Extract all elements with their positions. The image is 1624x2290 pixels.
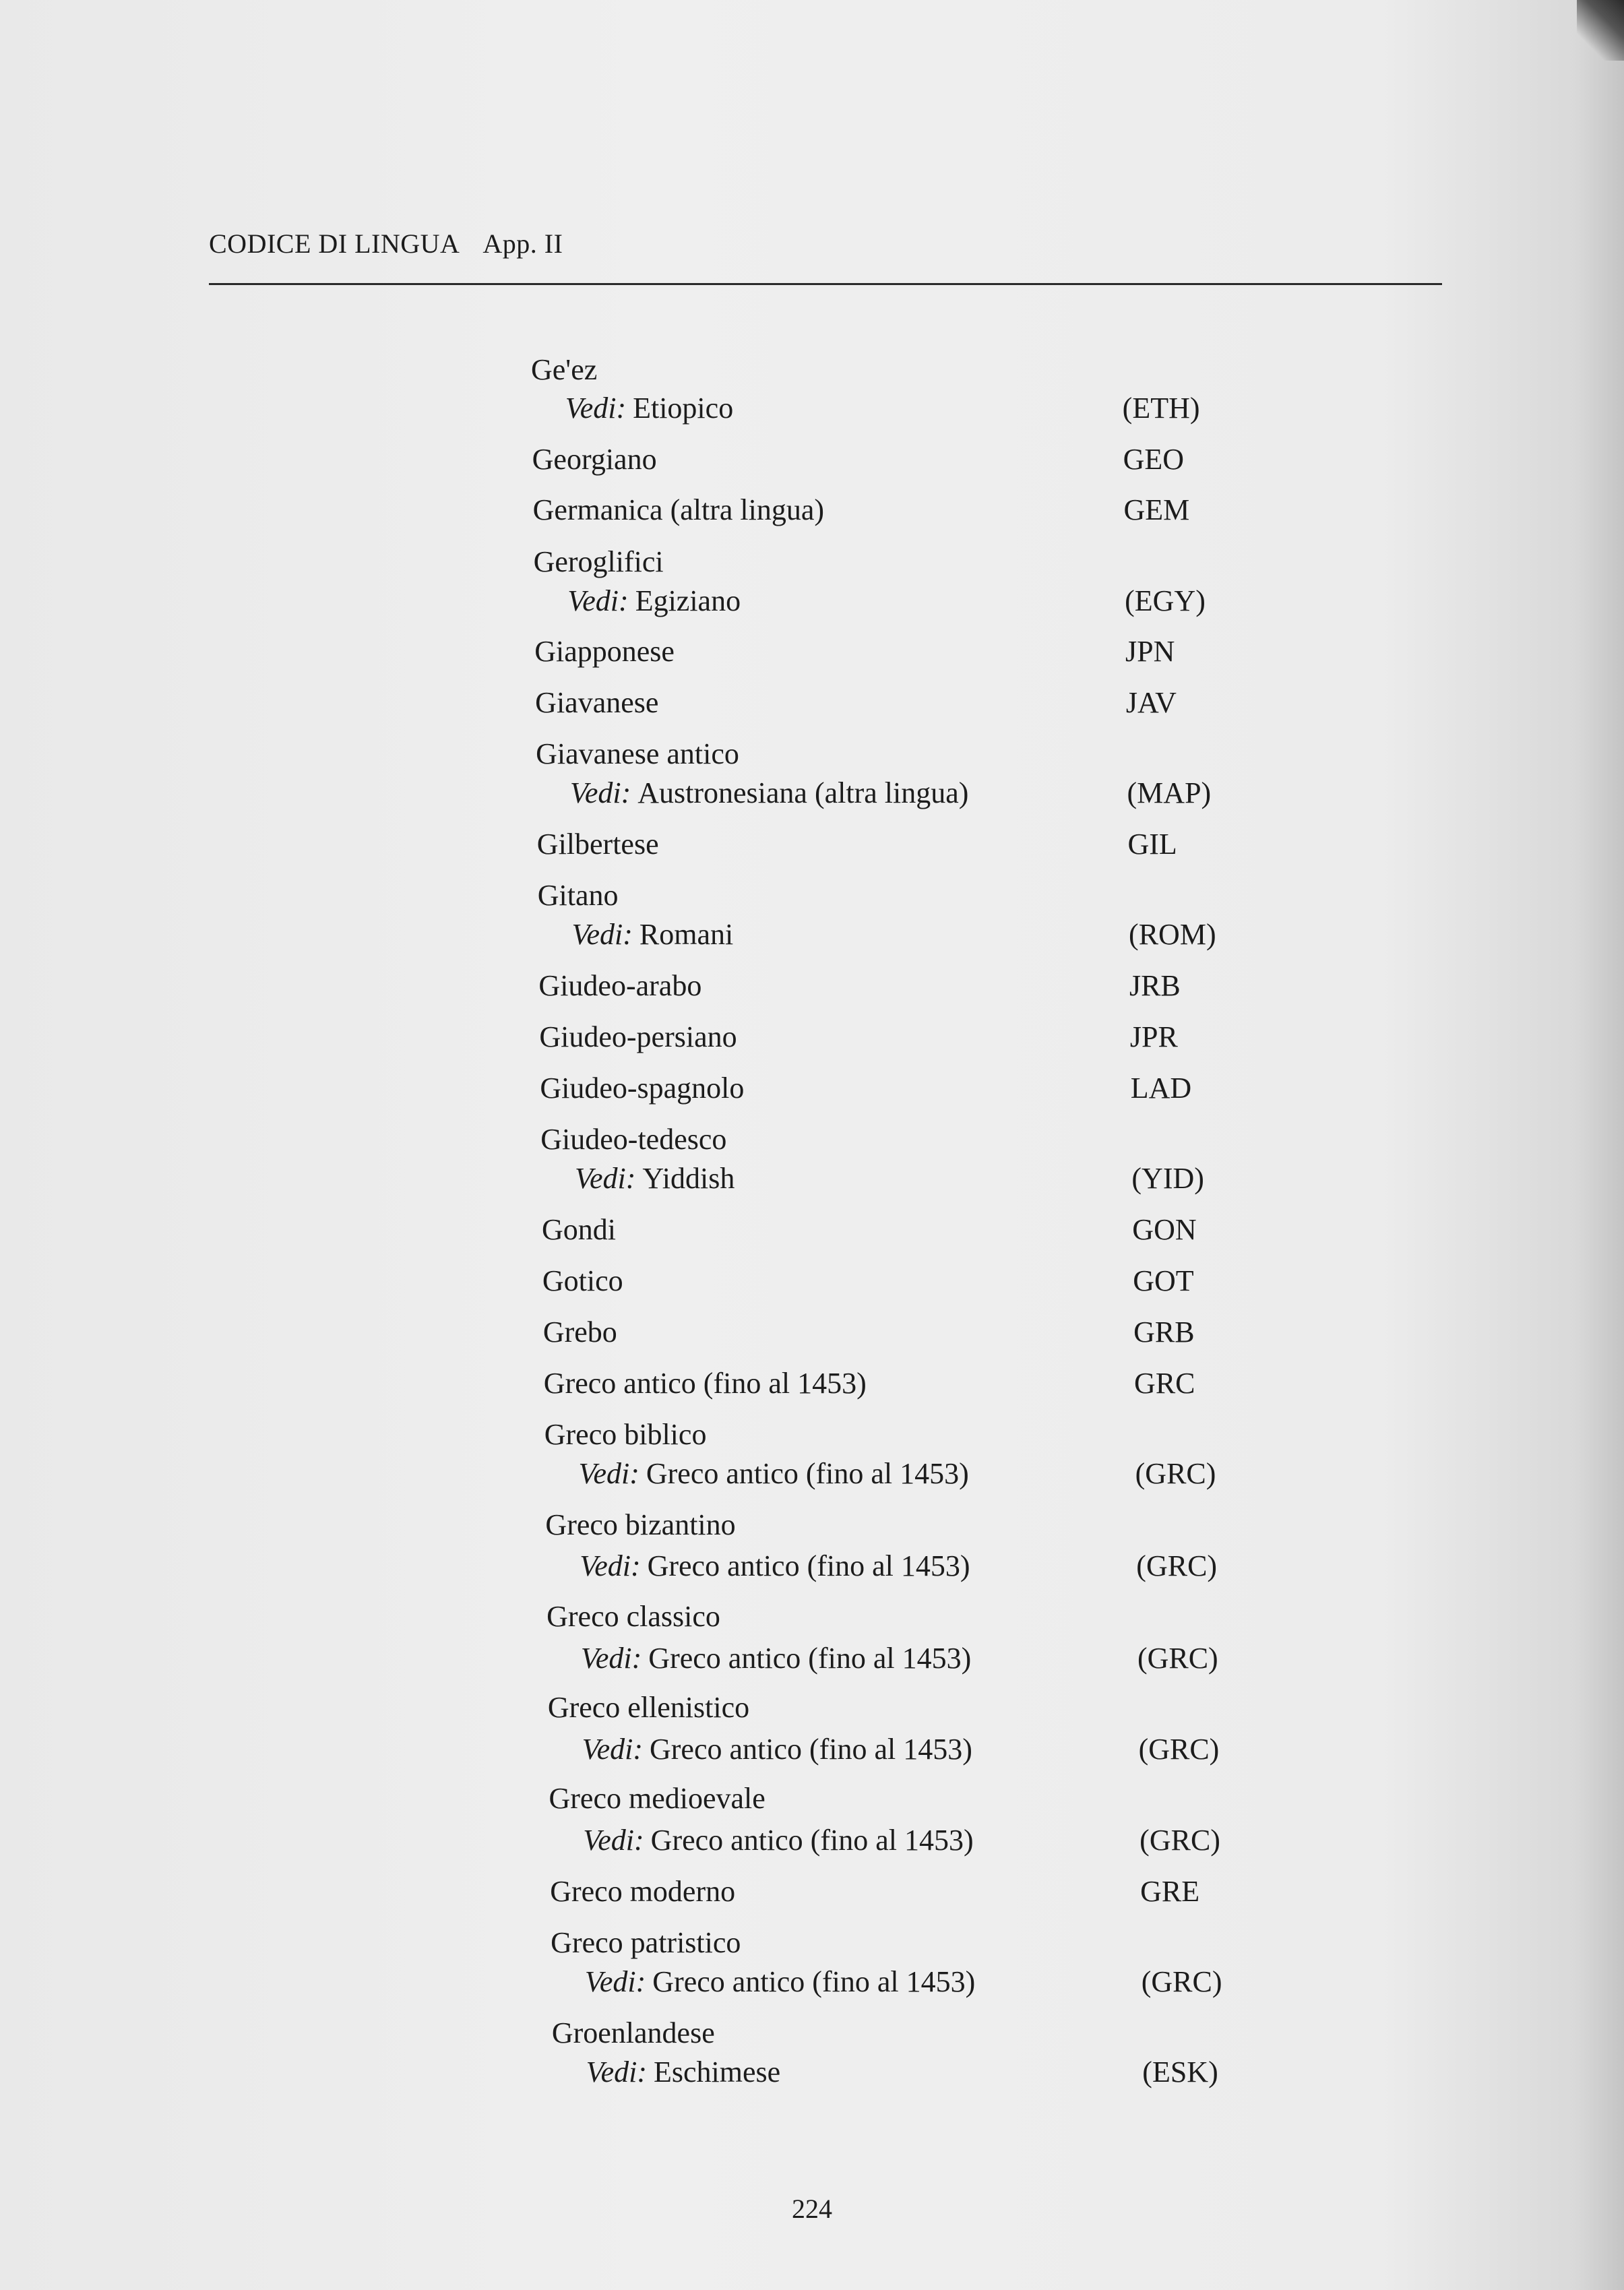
vedi-label: Vedi: [582,1733,643,1766]
language-code: JRB [1129,969,1181,1002]
language-code: (GRC) [1141,1965,1222,1998]
language-name-text: Romani [639,918,734,951]
language-name-text: Greco patristico [551,1926,741,1959]
language-name [538,917,733,952]
language-name-text: Greco antico (fino al 1453) [652,1965,976,1998]
language-name-text: Ge'ez [531,353,598,386]
running-header [209,228,563,259]
language-name [542,1264,623,1298]
language-name [546,1549,970,1583]
language-name-text: Gitano [537,879,619,912]
language-name [552,2016,715,2050]
language-name [536,776,969,810]
language-code: GEM [1123,493,1190,526]
language-code: JPN [1125,635,1175,668]
language-name [546,1599,720,1634]
language-name [536,737,739,771]
language-code: (MAP) [1127,776,1212,809]
language-name [544,1366,867,1400]
language-name [538,968,701,1003]
language-name [549,1823,973,1857]
header-title: CODICE DI LINGUA [209,228,460,259]
language-name-text: Giudeo-spagnolo [540,1072,745,1105]
language-name-text: Greco antico (fino al 1453) [650,1824,974,1857]
language-name [533,493,824,527]
language-name-text: Giapponese [534,635,675,668]
language-name [540,1122,726,1156]
language-name [534,584,741,618]
page-number: 224 [792,2194,832,2224]
language-name-text: Gilbertese [536,828,659,861]
language-code: GRE [1140,1875,1200,1908]
language-code: LAD [1130,1072,1192,1105]
language-name-text: Giudeo-arabo [538,969,702,1002]
language-name-text: Grebo [542,1316,617,1349]
language-name-text: Groenlandese [551,2016,715,2049]
language-code: (ETH) [1122,392,1200,425]
language-code: (GRC) [1138,1733,1220,1766]
language-code: GRB [1133,1316,1195,1349]
vedi-label: Vedi: [565,392,627,425]
language-name [553,2055,781,2089]
header-rule [209,283,1442,285]
language-name [543,1315,617,1349]
language-name [535,685,658,720]
language-name [549,1732,972,1766]
language-name [531,352,597,387]
language-name-text: Egiziano [635,584,741,617]
language-code: JPR [1129,1020,1178,1053]
language-name-text: Greco ellenistico [547,1691,750,1724]
language-name-text: Germanica (altra lingua) [532,493,825,526]
vedi-label: Vedi: [583,1824,644,1857]
language-name-text: Greco classico [546,1600,720,1633]
language-name [545,1508,735,1542]
language-name-text: Greco moderno [550,1875,736,1908]
language-name-text: Giudeo-tedesco [540,1123,727,1156]
language-name [532,391,734,425]
language-name-text: Geroglifici [533,545,664,578]
language-name-text: Greco bizantino [545,1508,736,1541]
vedi-label: Vedi: [569,776,631,809]
language-name [544,1456,968,1491]
language-name-text: Yiddish [642,1162,735,1195]
language-name-text: Greco antico (fino al 1453) [649,1733,972,1766]
language-code: GRC [1134,1367,1195,1400]
language-name-text: Gondi [541,1213,616,1246]
language-name [548,1690,749,1725]
language-name [542,1212,616,1247]
language-code: JAV [1125,686,1177,719]
language-code: (GRC) [1139,1824,1220,1857]
language-code: (GRC) [1135,1457,1216,1490]
language-name [547,1641,971,1675]
language-code: (EGY) [1125,584,1206,617]
header-section: App. II [482,228,563,259]
vedi-label: Vedi: [575,1162,636,1195]
language-name-text: Greco biblico [544,1418,707,1451]
language-code: (YID) [1131,1162,1204,1195]
language-code: (GRC) [1137,1642,1218,1675]
language-name-text: Giavanese antico [536,737,739,770]
language-name [539,1020,737,1054]
language-name-text: Giudeo-persiano [539,1020,737,1053]
vedi-label: Vedi: [580,1549,641,1582]
language-name [540,1071,744,1105]
language-code: (GRC) [1136,1549,1218,1582]
language-name-text: Gotico [542,1264,623,1297]
language-code: GON [1132,1213,1197,1246]
page-corner-shadow [1577,0,1624,61]
language-name [549,1781,766,1816]
vedi-label: Vedi: [584,1965,646,1998]
language-name-text: Greco medioevale [549,1782,766,1815]
language-name-text: Greco antico (fino al 1453) [647,1549,970,1582]
vedi-label: Vedi: [580,1642,642,1675]
language-name [534,545,664,579]
language-name-text: Etiopico [633,392,734,425]
language-name-text: Giavanese [535,686,659,719]
language-code: (ESK) [1142,2055,1218,2088]
language-name [551,1964,975,1999]
language-name-text: Greco antico (fino al 1453) [543,1367,867,1400]
language-name [532,442,657,476]
language-code: GEO [1123,443,1185,476]
language-name-text: Greco antico (fino al 1453) [648,1642,972,1675]
vedi-label: Vedi: [571,918,633,951]
language-name-text: Eschimese [653,2055,781,2088]
language-name [551,1925,741,1960]
language-code: GIL [1127,828,1177,861]
language-name-text: Georgiano [532,443,657,476]
language-name [541,1161,735,1196]
language-name [537,827,659,861]
language-name [534,634,675,669]
language-name [544,1417,707,1452]
vedi-label: Vedi: [578,1457,639,1490]
language-name [538,878,619,912]
vedi-label: Vedi: [567,584,629,617]
language-code: (ROM) [1129,918,1216,951]
language-name [550,1874,735,1909]
vedi-label: Vedi: [586,2055,647,2088]
language-name-text: Austronesiana (altra lingua) [637,776,969,809]
language-code: GOT [1133,1264,1194,1297]
language-name-text: Greco antico (fino al 1453) [646,1457,969,1490]
